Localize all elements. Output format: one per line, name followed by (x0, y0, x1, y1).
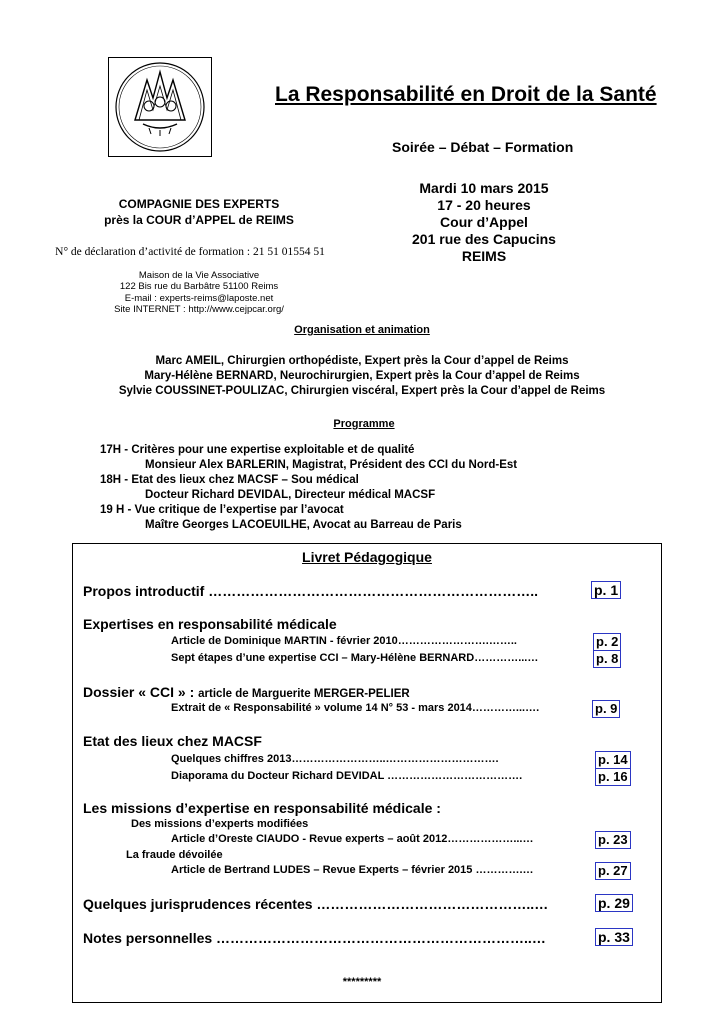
company-seal-logo-icon (109, 58, 211, 156)
toc-page-link[interactable]: p. 14 (595, 751, 631, 769)
toc-page-link[interactable]: p. 33 (595, 928, 633, 946)
company-logo (108, 57, 212, 157)
toc-entry-label: Diaporama du Docteur Richard DEVIDAL ………………………………. (171, 770, 523, 782)
organisation-heading: Organisation et animation (294, 324, 430, 336)
event-city: REIMS (461, 248, 507, 264)
toc-page-link[interactable]: p. 9 (592, 700, 620, 718)
toc-entry-label: Article de Bertrand LUDES – Revue Experts – février 2015 ………….… (171, 864, 534, 876)
toc-entry-label: Article d’Oreste CIAUDO - Revue experts – août 2012………………...… (171, 833, 534, 845)
toc-page-link[interactable]: p. 16 (595, 768, 631, 786)
toc-entry-label: Article de Dominique MARTIN - février 2010…………………….…….. (171, 635, 517, 647)
toc-page-link[interactable]: p. 23 (595, 831, 631, 849)
company-website[interactable]: Site INTERNET : http://www.cejpcar.org/ (114, 303, 284, 315)
toc-page-link[interactable]: p. 8 (593, 650, 621, 668)
organisation-list (0, 354, 724, 399)
toc-subsection-label: La fraude dévoilée (126, 849, 223, 861)
toc-section-label: Les missions d’expertise en responsabilité médicale : (83, 800, 441, 816)
programme-item-title: 18H - Etat des lieux chez MACSF – Sou médical (100, 474, 359, 486)
toc-entry-label: Notes personnelles …………………………………………………………..… (83, 930, 546, 946)
programme-item-speaker: Docteur Richard DEVIDAL, Directeur médical MACSF (145, 489, 436, 501)
toc-subsection-label: Des missions d’experts modifiées (131, 818, 309, 830)
event-details (402, 180, 566, 265)
toc-entry-label: Propos introductif …………………………………………………………….. (83, 583, 538, 599)
company-name: COMPAGNIE DES EXPERTS (118, 197, 280, 211)
document-title: La Responsabilité en Droit de la Santé (275, 83, 657, 106)
company-address-block (40, 270, 358, 315)
toc-section-sublabel: article de Marguerite MERGER-PELIER (198, 688, 410, 700)
toc-entry-label: Quelques chiffres 2013……………………..…………………………. (171, 753, 499, 765)
organiser: Mary-Hélène BERNARD, Neurochirurgien, Expert près la Cour d’appel de Reims (144, 370, 580, 382)
toc-entry-label: Quelques jurisprudences récentes ………………………………………..… (83, 896, 549, 912)
event-date: Mardi 10 mars 2015 (419, 180, 549, 196)
toc-section (83, 684, 410, 700)
programme-list (0, 443, 517, 533)
organiser: Sylvie COUSSINET-POULIZAC, Chirurgien viscéral, Expert près la Cour d’appel de Reims (118, 385, 606, 397)
toc-page-link[interactable]: p. 27 (595, 862, 631, 880)
organiser: Marc AMEIL, Chirurgien orthopédiste, Expert près la Cour d’appel de Reims (155, 355, 569, 367)
event-place: Cour d’Appel (440, 214, 528, 230)
toc-section-label: Dossier « CCI » : (83, 684, 199, 700)
toc-section-label: Etat des lieux chez MACSF (83, 733, 262, 749)
toc-section-label: Expertises en responsabilité médicale (83, 616, 337, 632)
toc-page-link[interactable]: p. 2 (593, 633, 621, 651)
training-declaration: N° de déclaration d’activité de formation : 21 51 01554 51 (55, 246, 325, 258)
livret-pedagogique-box (72, 543, 662, 1003)
programme-item-speaker: Maître Georges LACOEUILHE, Avocat au Barreau de Paris (145, 519, 462, 531)
company-court: près la COUR d’APPEL de REIMS (104, 212, 294, 227)
programme-item-speaker: Monsieur Alex BARLERIN, Magistrat, Président des CCI du Nord-Est (145, 459, 518, 471)
footer-separator: ********* (342, 976, 382, 988)
company-name-block (40, 197, 358, 228)
toc-entry-label: Sept étapes d’une expertise CCI – Mary-Hélène BERNARD…………...… (171, 652, 539, 664)
company-email[interactable]: E-mail : experts-reims@laposte.net (124, 292, 274, 304)
programme-item-title: 19 H - Vue critique de l’expertise par l’avocat (100, 504, 344, 516)
company-maison: Maison de la Vie Associative (138, 270, 260, 281)
toc-entry-label: Extrait de « Responsabilité » volume 14 N° 53 - mars 2014…………...…. (171, 702, 540, 714)
toc-page-link[interactable]: p. 1 (591, 581, 621, 599)
programme-heading: Programme (333, 418, 395, 430)
document-subtitle: Soirée – Débat – Formation (392, 139, 574, 155)
company-street: 122 Bis rue du Barbâtre 51100 Reims (119, 281, 279, 293)
toc-page-link[interactable]: p. 29 (595, 894, 633, 912)
event-time: 17 - 20 heures (437, 197, 531, 213)
event-address: 201 rue des Capucins (412, 231, 556, 247)
livret-heading: Livret Pédagogique (302, 549, 432, 565)
programme-item-title: 17H - Critères pour une expertise exploitable et de qualité (100, 444, 415, 456)
